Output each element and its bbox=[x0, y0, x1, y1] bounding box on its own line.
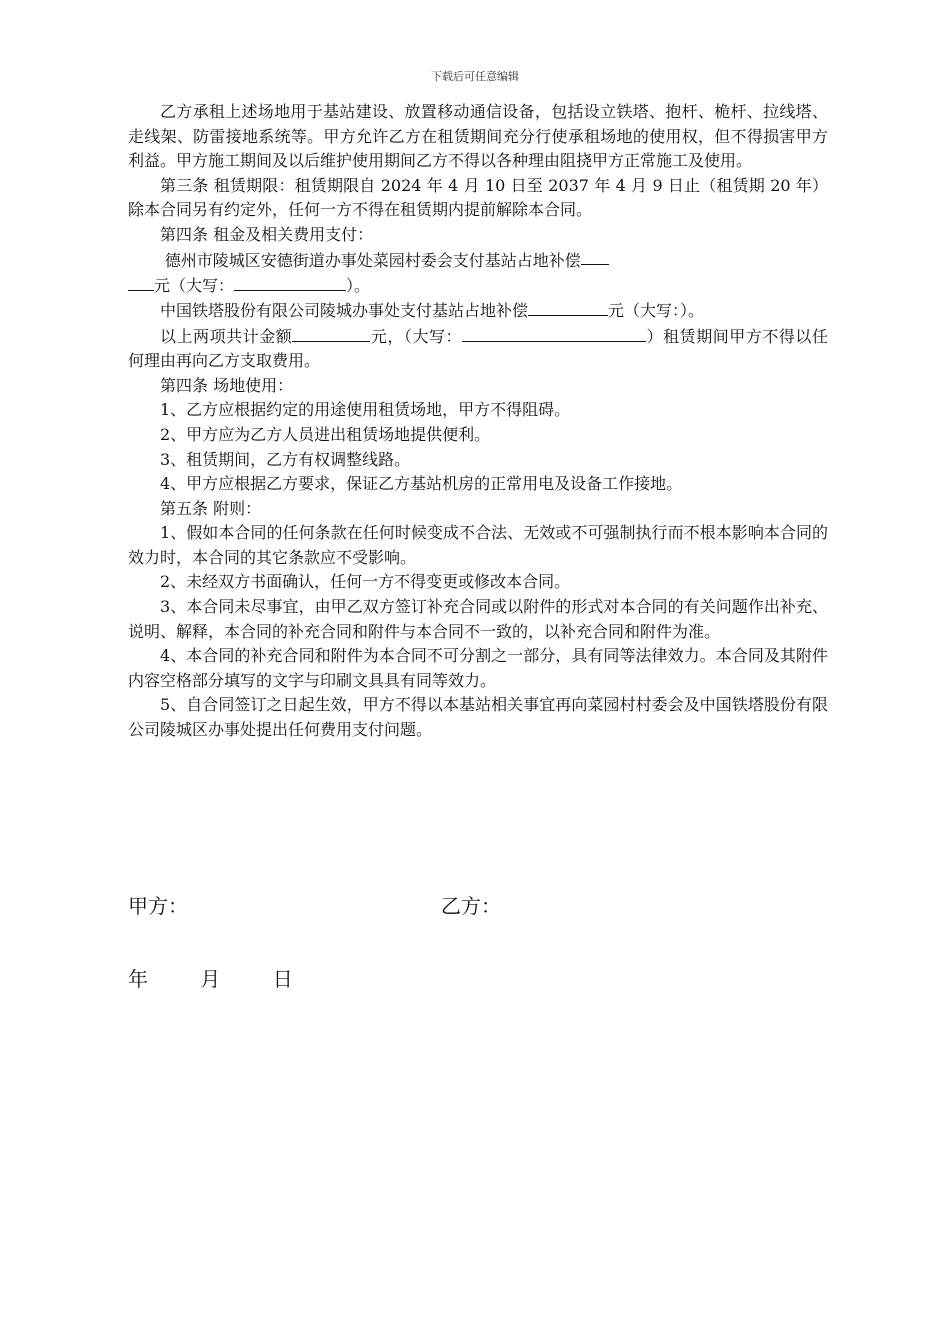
site-usage-paragraph: 乙方承租上述场地用于基站建设、放置移动通信设备，包括设立铁塔、抱杆、桅杆、拉线塔、走线架、防雷接地系统等。甲方允许乙方在租赁期间充分行使承租场地的使用权，但不得损害甲方利益。甲方施工期间及以后维护使用期间乙方不得以各种理由阻挠甲方正常施工及使用。 bbox=[128, 102, 828, 171]
village-payment-line-2 bbox=[128, 273, 828, 298]
village-payment-line bbox=[128, 248, 828, 273]
lease-term-paragraph: 第三条 租赁期限：租赁期限自 2024 年 4 月 10 日至 2037 年 4 月 9 日止（租赁期 20 年）除本合同另有约定外，任何一方不得在租赁期内提前解除本合同。 bbox=[128, 175, 828, 220]
appendix-item-5: 5、自合同签订之日起生效，甲方不得以本基站相关事宜再向菜园村村委会及中国铁塔股份有限公司陵城区办事处提出任何费用支付问题。 bbox=[128, 695, 828, 740]
appendix-item-3: 3、本合同未尽事宜，由甲乙双方签订补充合同或以附件的形式对本合同的有关问题作出补充、说明、解释，本合同的补充合同和附件与本合同不一致的，以补充合同和附件为准。 bbox=[128, 597, 828, 641]
village-close: ）。 bbox=[346, 275, 371, 295]
tower-payment-text: 中国铁塔股份有限公司陵城办事处支付基站占地补偿 bbox=[160, 301, 529, 321]
appendix-item-4: 4、本合同的补充合同和附件为本合同不可分割之一部分，具有同等法律效力。本合同及其附件内容空格部分填写的文字与印刷文具具有同等效力。 bbox=[128, 646, 828, 690]
total-yuan-label: 元，（大写： bbox=[370, 326, 463, 346]
total-capital-blank[interactable] bbox=[462, 324, 646, 342]
article5-title: 第五条 附则： bbox=[160, 498, 262, 518]
tower-payment-line bbox=[128, 298, 828, 323]
village-payment-text: 德州市陵城区安德街道办事处菜园村委会支付基站占地补偿 bbox=[164, 250, 581, 270]
village-yuan-label: 元（大写： bbox=[154, 275, 235, 295]
total-amount-blank[interactable] bbox=[292, 324, 370, 342]
total-text: 以上两项共计金额 bbox=[160, 326, 293, 346]
site-item-1: 1、乙方应根据约定的用途使用租赁场地，甲方不得阻碍。 bbox=[160, 400, 571, 420]
date-month-label: 月 bbox=[200, 967, 221, 991]
tower-amount-blank[interactable] bbox=[528, 298, 608, 316]
site-item-2: 2、甲方应为乙方人员进出租赁场地提供便利。 bbox=[160, 424, 491, 444]
village-amount-blank-cont[interactable] bbox=[128, 273, 154, 291]
appendix-item-1: 1、假如本合同的任何条款在任何时候变成不合法、无效或不可强制执行而不根本影响本合同的效力时，本合同的其它条款应不受影响。 bbox=[128, 523, 828, 567]
appendix-item-2: 2、未经双方书面确认，任何一方不得变更或修改本合同。 bbox=[160, 572, 571, 592]
site-item-4: 4、甲方应根据乙方要求，保证乙方基站机房的正常用电及设备工作接地。 bbox=[160, 474, 683, 494]
signing-date-row bbox=[128, 963, 293, 992]
village-amount-blank[interactable] bbox=[581, 248, 609, 266]
contract-body bbox=[128, 100, 828, 743]
tower-yuan-label: 元（大写： bbox=[608, 301, 681, 321]
article4-site-title: 第四条 场地使用： bbox=[160, 375, 294, 395]
date-day-label: 日 bbox=[272, 967, 293, 991]
party-b-label: 乙方： bbox=[441, 894, 501, 918]
article4-rent-title: 第四条 租金及相关费用支付： bbox=[160, 224, 374, 244]
total-amount-line bbox=[128, 324, 828, 374]
signature-row bbox=[128, 890, 828, 920]
party-a-label: 甲方： bbox=[128, 894, 188, 918]
site-item-3: 3、租赁期间，乙方有权调整线路。 bbox=[160, 449, 411, 469]
page-header-note: 下载后可任意编辑 bbox=[431, 70, 519, 83]
tower-close: ）。 bbox=[680, 301, 705, 321]
date-year-label: 年 bbox=[128, 967, 148, 991]
village-capital-blank[interactable] bbox=[234, 273, 346, 291]
total-rest: ）租赁期间甲方不得以任何理由再向乙方支取费用。 bbox=[128, 326, 828, 371]
